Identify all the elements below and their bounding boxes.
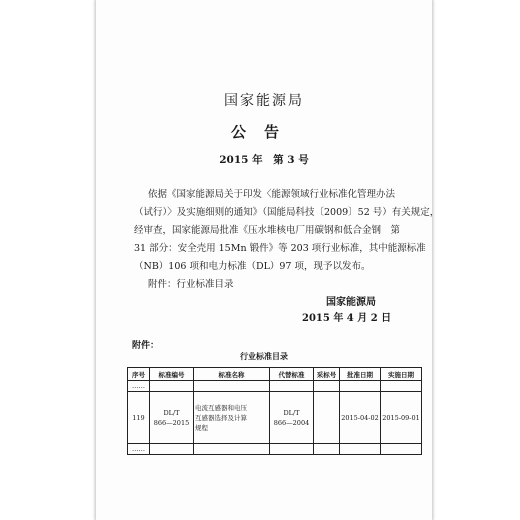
ellipsis-cell-end: ……: [128, 444, 150, 455]
header-replaced: 代替标准: [270, 368, 314, 381]
table-row-ellipsis: [128, 381, 422, 392]
body-line-1: 依据《国家能源局关于印发〈能源领域行业标准化管理办法: [148, 189, 396, 200]
header-approve-date: 批准日期: [340, 368, 381, 381]
cell-effective-date: 2015-09-01: [381, 392, 422, 444]
cell-approve-date: 2015-04-02: [340, 392, 381, 444]
ellipsis-cell: ……: [128, 381, 150, 392]
attachment-label: 附件：: [132, 341, 160, 351]
cell-std-name: [194, 392, 270, 444]
table-title: 行业标准目录: [240, 351, 288, 361]
standards-table: [127, 367, 422, 455]
body-line-4: 31 部分：安全壳用 15Mn 锻件》等 203 项行业标准，其中能源标准: [134, 243, 426, 254]
body-line-3: 经审查，国家能源局批准《压水堆核电厂用碳钢和低合金钢 第: [134, 225, 401, 236]
body-line-2: （试行）〉及实施细则的通知》（国能局科技〔2009〕52 号）有关规定，: [134, 207, 440, 218]
header-adoption: 采标号: [314, 368, 340, 381]
cell-replaced: [270, 392, 314, 444]
std-name-line-1: 电流互感器和电压: [195, 403, 247, 412]
issuing-org: 国家能源局: [224, 93, 304, 109]
std-no-line-1: DL/T: [163, 408, 180, 417]
header-effective-date: 实施日期: [381, 368, 422, 381]
attachment-reference: 附件：行业标准目录: [148, 279, 234, 290]
header-std-no: 标准编号: [150, 368, 194, 381]
announcement-number: 2015 年 第 3 号: [219, 154, 309, 166]
table-row: [128, 392, 422, 444]
replaced-line-2: 866—2004: [273, 418, 310, 427]
signature-date: 2015 年 4 月 2 日: [302, 313, 392, 324]
table-row-ellipsis-end: [128, 444, 422, 455]
cell-std-no: [150, 392, 194, 444]
body-line-5: （NB）106 项和电力标准（DL）97 项，现予以发布。: [134, 261, 371, 272]
cell-adoption: [314, 392, 340, 444]
document-page: [95, 0, 440, 520]
table-header-row: [128, 368, 422, 381]
header-std-name: 标准名称: [194, 368, 270, 381]
replaced-line-1: DL/T: [283, 408, 300, 417]
signature-org: 国家能源局: [326, 297, 376, 308]
std-name-line-2: 互感器选择及计算: [195, 413, 247, 422]
header-seq: 序号: [128, 368, 150, 381]
cell-seq: 119: [128, 392, 150, 444]
std-no-line-2: 866—2015: [153, 418, 190, 427]
std-name-line-3: 规程: [195, 423, 208, 432]
page-title: 公告: [230, 123, 297, 141]
